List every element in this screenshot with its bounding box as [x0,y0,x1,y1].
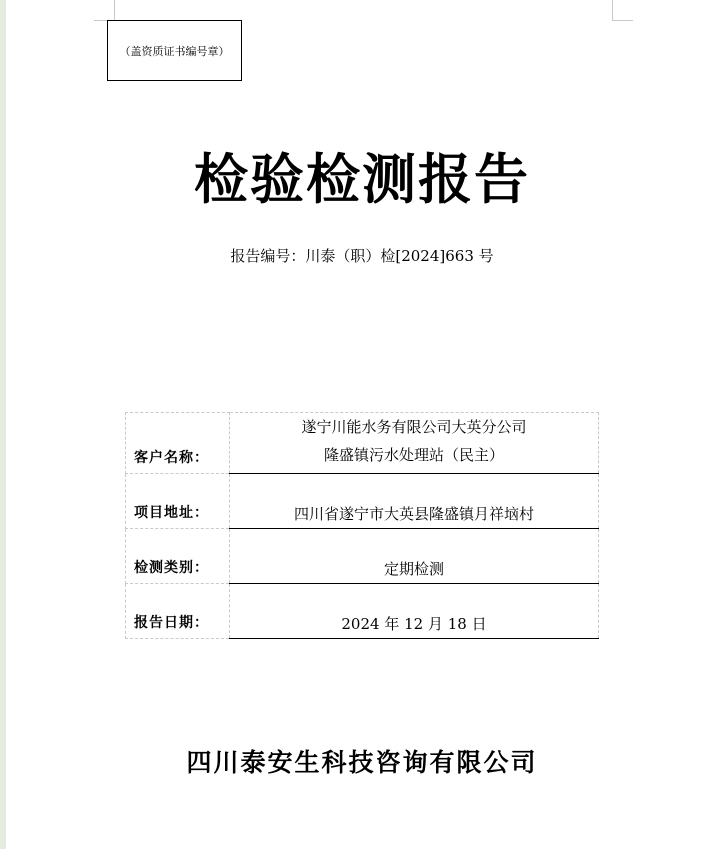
type-row [126,529,599,584]
client-name-line-2: 隆盛镇污水处理站（民主） [323,446,504,464]
type-value: 定期检测 [230,529,599,584]
report-number: 报告编号：川泰（职）检[2024]663 号 [230,247,494,265]
margin-corner-mark-left [94,0,115,21]
stamp-placeholder-box [107,20,242,81]
margin-corner-mark-right [612,0,633,21]
date-row [126,584,599,639]
client-name-line-1: 遂宁川能水务有限公司大英分公司 [301,418,527,436]
company-name: 四川泰安生科技咨询有限公司 [186,748,538,777]
client-value [230,413,599,474]
report-title: 检验检测报告 [194,147,530,211]
address-value: 四川省遂宁市大英县隆盛镇月祥垴村 [230,474,599,529]
date-label: 报告日期： [126,584,230,639]
address-row [126,474,599,529]
address-label: 项目地址： [126,474,230,529]
date-value: 2024 年 12 月 18 日 [230,584,599,639]
client-label: 客户名称： [126,413,230,474]
client-row [126,413,599,474]
stamp-note: （盖资质证书编号章） [119,44,230,58]
report-info-table [125,412,599,639]
document-page [6,0,710,849]
type-label: 检测类别： [126,529,230,584]
